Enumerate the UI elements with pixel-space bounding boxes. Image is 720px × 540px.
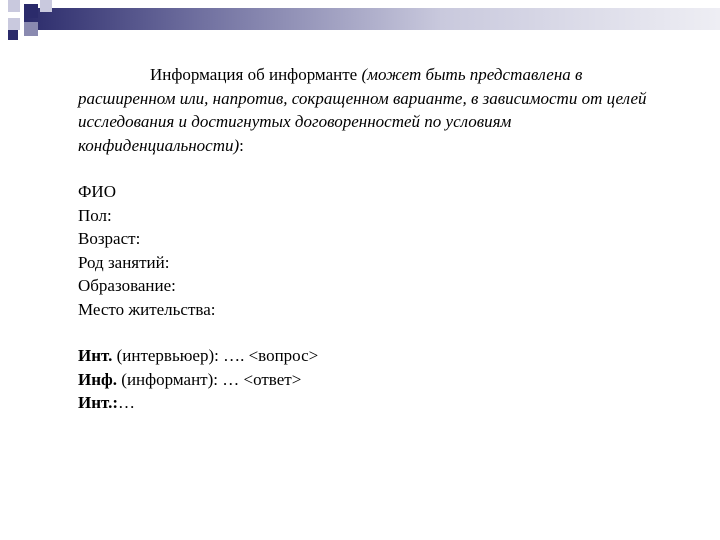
informant-fields-list <box>78 180 678 321</box>
decorative-square <box>8 18 20 30</box>
speaker-label: Инт. <box>78 346 113 365</box>
header-gradient-band <box>24 8 720 30</box>
speaker-label: Инт.: <box>78 393 119 412</box>
decorative-square <box>24 22 38 36</box>
decorative-square <box>8 30 18 40</box>
dialog-line-interviewer <box>78 344 678 368</box>
dialog-line-interviewer <box>78 391 678 415</box>
dialog-text: … <box>118 393 136 412</box>
field-education: Образование: <box>78 276 176 295</box>
dialog-template <box>78 344 678 415</box>
decorative-square <box>40 0 52 12</box>
dialog-text: (интервьюер): …. <вопрос> <box>112 346 319 365</box>
field-full-name: ФИО <box>78 182 116 201</box>
intro-paragraph <box>78 63 678 157</box>
intro-tail: : <box>239 135 244 155</box>
decorative-square <box>24 4 38 18</box>
decorative-square <box>8 0 20 12</box>
field-age: Возраст: <box>78 229 141 248</box>
field-gender: Пол: <box>78 205 112 225</box>
field-residence: Место жительства: <box>78 299 216 319</box>
intro-note: (может быть представлена в расширенном или, напротив, сокращенном варианте, в зависимости от целей исследования и достигнутых договоренностей по условиям конфиденциальности) <box>78 65 647 155</box>
intro-lead: Информация об информанте <box>150 65 362 84</box>
dialog-text: (информант): … <ответ> <box>117 369 302 389</box>
field-occupation: Род занятий: <box>78 252 170 272</box>
speaker-label: Инф. <box>78 369 118 389</box>
slide-content <box>78 63 678 415</box>
dialog-line-informant <box>78 368 678 392</box>
